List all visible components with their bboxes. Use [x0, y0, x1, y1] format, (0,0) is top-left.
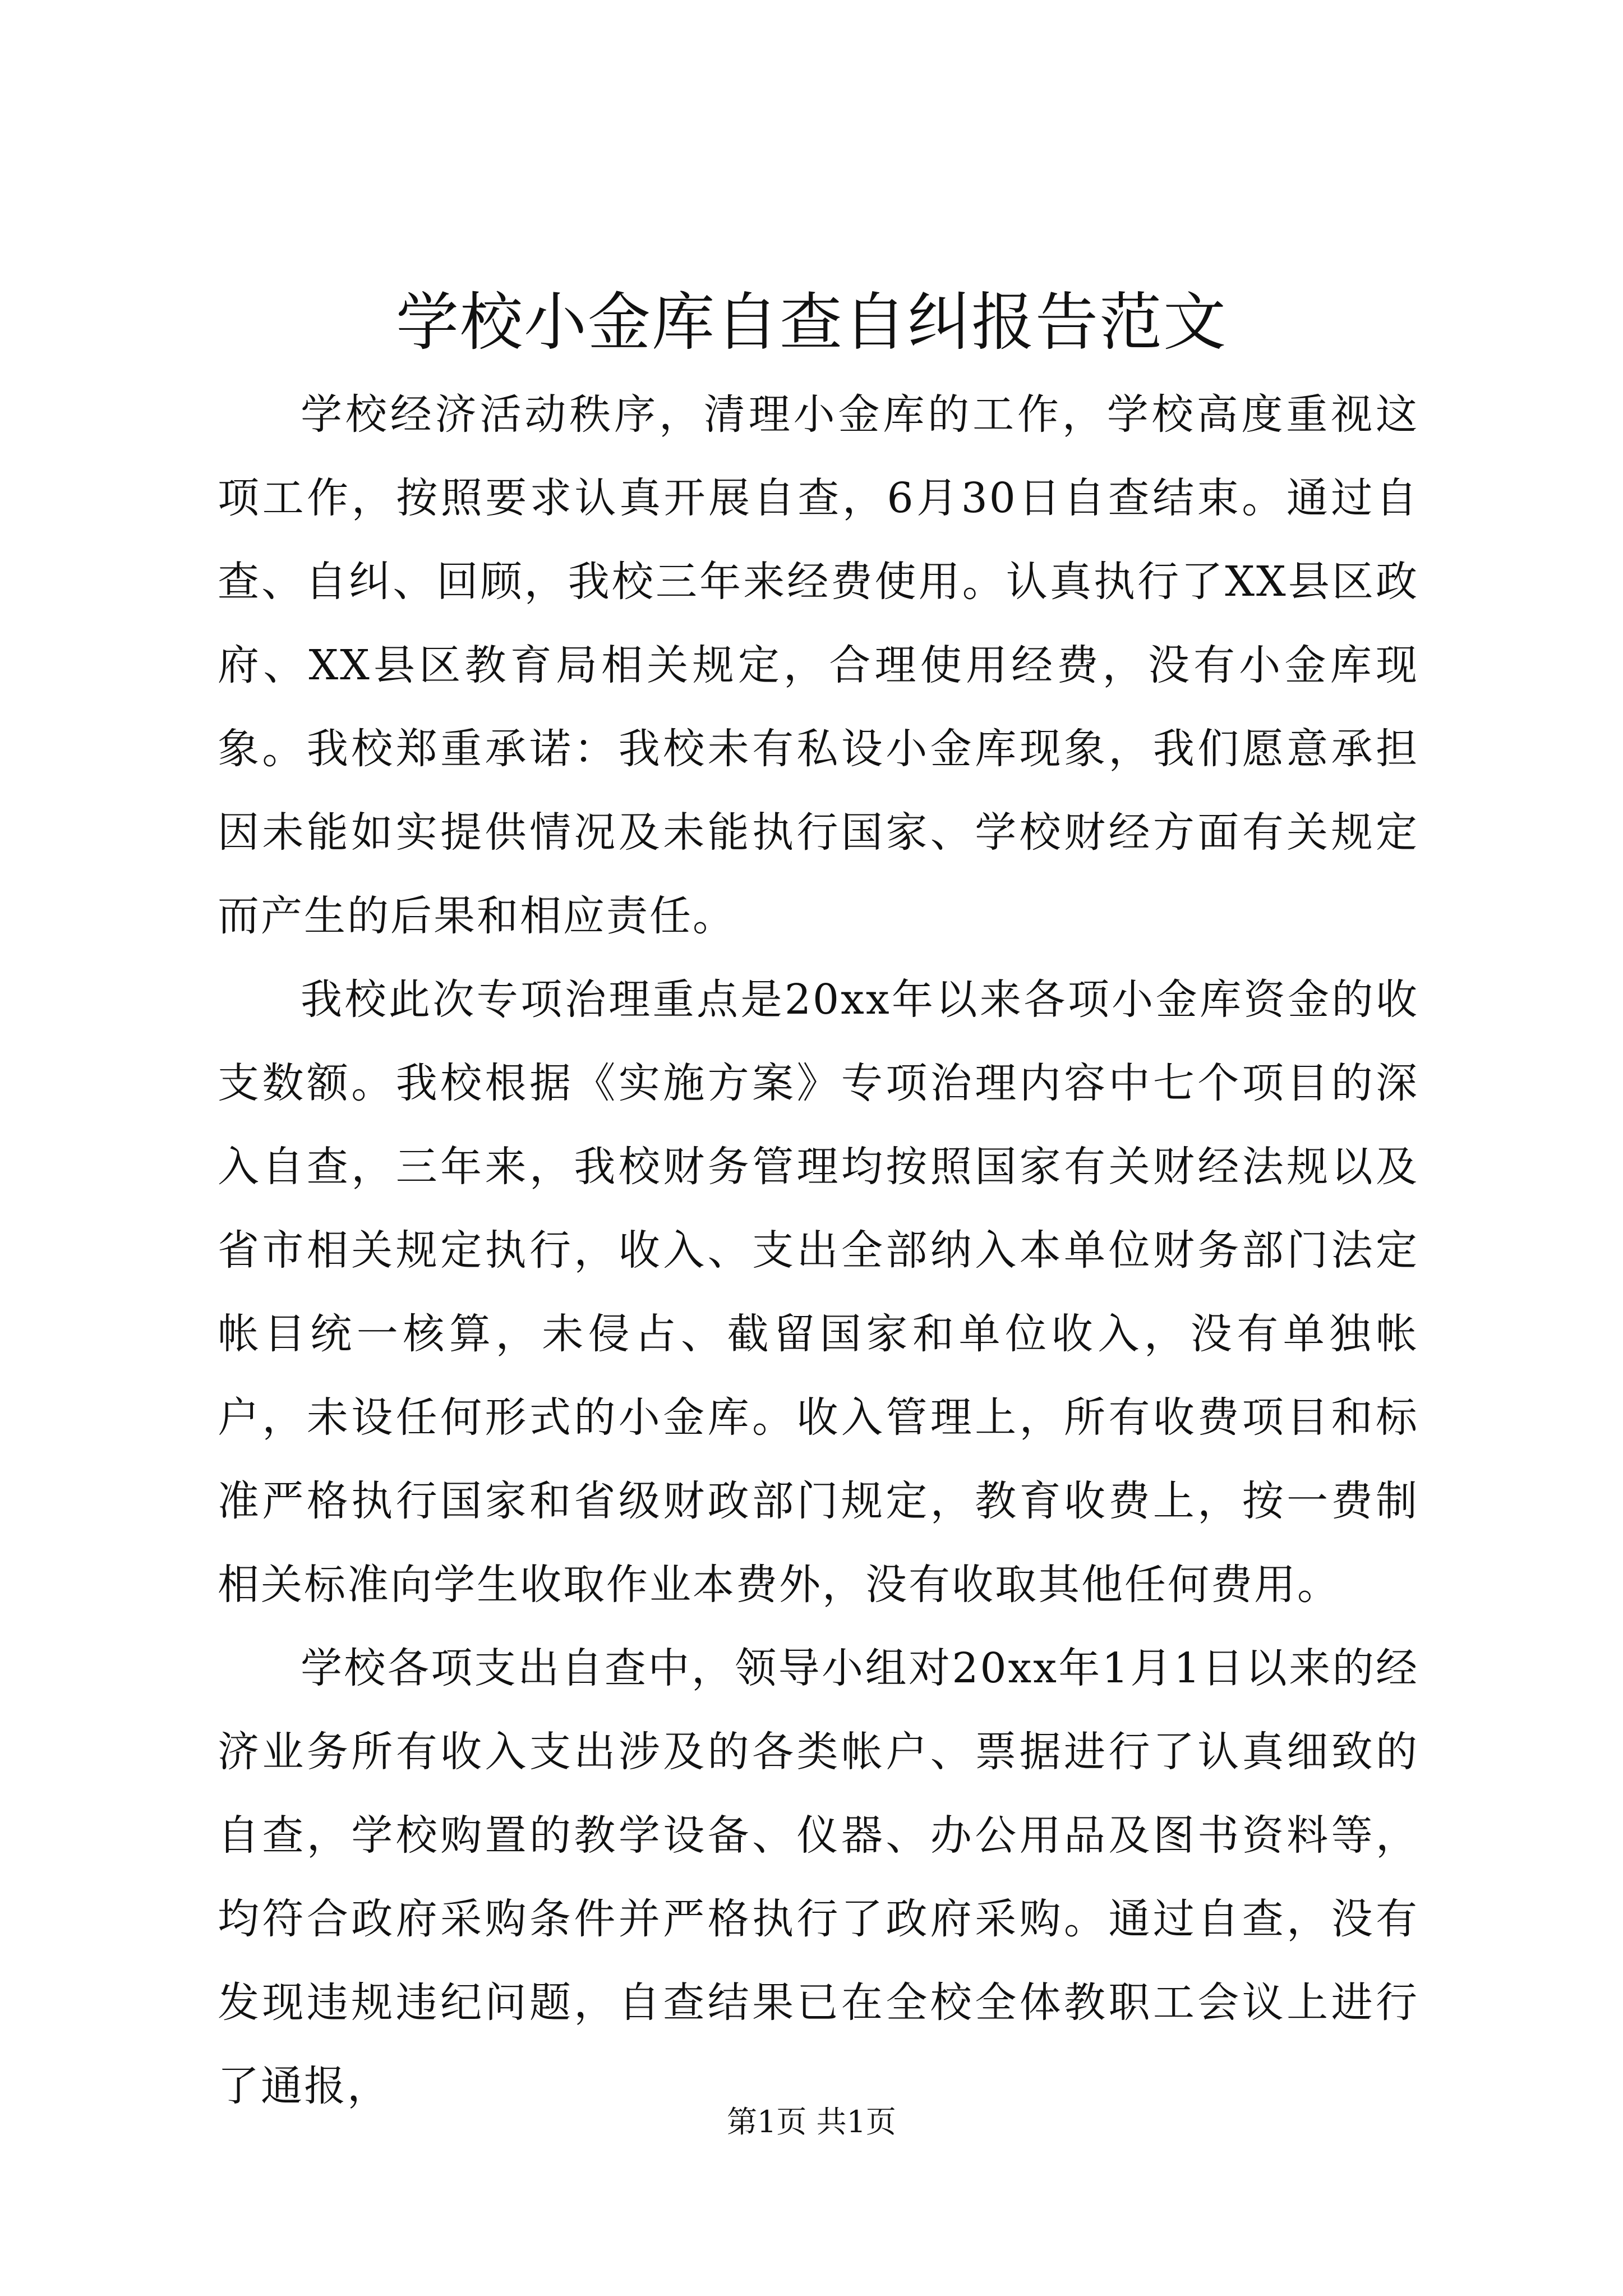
document-body	[218, 373, 1419, 2128]
document-title: 学校小金库自查自纠报告范文	[396, 286, 1227, 359]
paragraph-3: 学校各项支出自查中，领导小组对20xx年1月1日以来的经济业务所有收入支出涉及的各类帐户、票据进行了认真细致的自查，学校购置的教学设备、仪器、办公用品及图书资料等，均符合政府采购条件并严格执行了政府采购。通过自查，没有发现违规违纪问题，自查结果已在全校全体教职工会议上进行了通报，	[218, 1644, 1419, 2110]
page-footer: 第1页 共1页	[727, 2104, 896, 2139]
paragraph-1: 学校经济活动秩序，清理小金库的工作，学校高度重视这项工作，按照要求认真开展自查，6月30日自查结束。通过自查、自纠、回顾，我校三年来经费使用。认真执行了XX县区政府、XX县区教育局相关规定，合理使用经费，没有小金库现象。我校郑重承诺：我校未有私设小金库现象，我们愿意承担因未能如实提供情况及未能执行国家、学校财经方面有关规定而产生的后果和相应责任。	[218, 390, 1419, 940]
paragraph-2: 我校此次专项治理重点是20xx年以来各项小金库资金的收支数额。我校根据《实施方案》专项治理内容中七个项目的深入自查，三年来，我校财务管理均按照国家有关财经法规以及省市相关规定执行，收入、支出全部纳入本单位财务部门法定帐目统一核算，未侵占、截留国家和单位收入，没有单独帐户，未设任何形式的小金库。收入管理上，所有收费项目和标准严格执行国家和省级财政部门规定，教育收费上，按一费制相关标准向学生收取作业本费外，没有收取其他任何费用。	[218, 976, 1419, 1609]
